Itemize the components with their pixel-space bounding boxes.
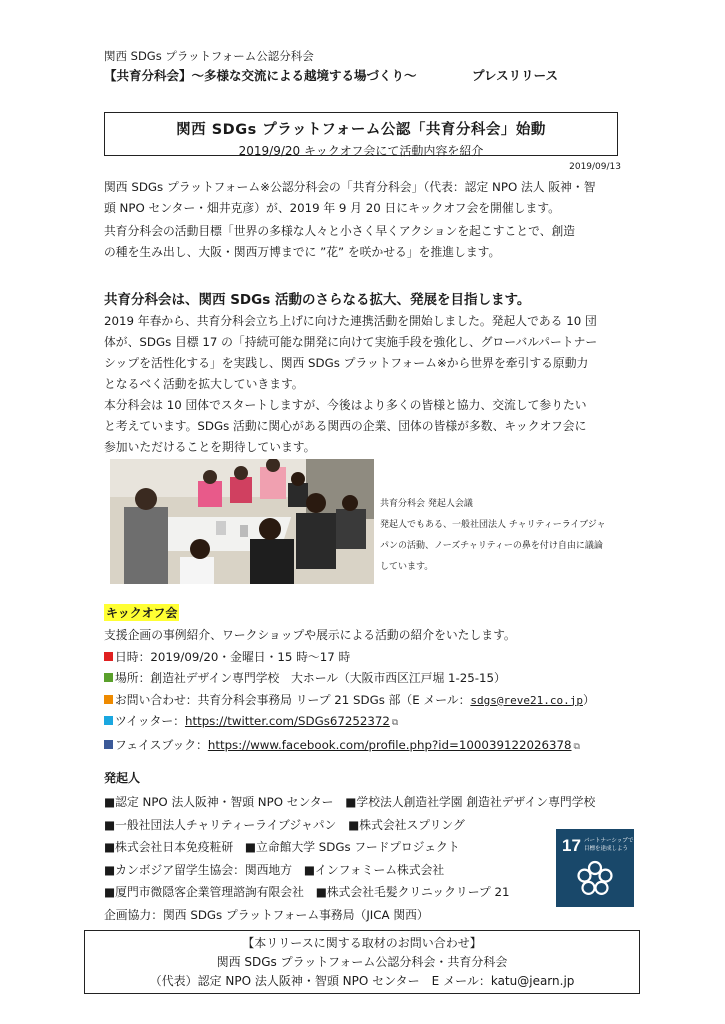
text-line: 2019 年春から、共育分科会立ち上げに向けた連携活動を開始しました。発起人である 10 団 xyxy=(104,314,597,328)
contact-organization: 関西 SDGs プラットフォーム公認分科会・共育分科会 xyxy=(216,955,508,969)
intro-paragraph-1 xyxy=(104,177,620,219)
facebook-link[interactable]: https://www.facebook.com/profile.php?id=100039122026378 xyxy=(207,737,572,752)
twitter-row xyxy=(104,711,634,735)
photo-caption xyxy=(380,494,620,578)
kickoff-place-row xyxy=(104,668,634,690)
contact-label: お問い合わせ：共育分科会事務局 リープ 21 SDGs 部（E メール： xyxy=(115,692,471,707)
contact-heading: 【本リリースに関する取材のお問い合わせ】 xyxy=(242,936,482,950)
cyan-square-icon xyxy=(104,716,113,725)
sdg-17-graphic xyxy=(556,829,634,907)
text-line: 頭 NPO センター・畑井克彦）が、2019 年 9 月 20 日にキックオフ会を開催します。 xyxy=(104,201,560,215)
founders-row: ■カンボジア留学生協会：関西地方 ■インフォミーム株式会社 xyxy=(104,862,445,877)
header-subtitle: 関西 SDGs プラットフォーム公認分科会 xyxy=(104,49,314,63)
contact-representative: （代表）認定 NPO 法人阪神・智頭 NPO センター E メール：katu@jearn.jp xyxy=(149,974,575,988)
kickoff-heading: キックオフ会 xyxy=(106,606,178,620)
kickoff-details xyxy=(104,625,634,758)
press-release-label: プレスリリース xyxy=(472,68,559,83)
orange-square-icon xyxy=(104,695,113,704)
contact-suffix: ） xyxy=(582,692,595,707)
text-line: シップを活性化する」を実践し、関西 SDGs プラットフォーム※から世界を牽引する原動力 xyxy=(104,356,589,370)
kickoff-datetime: 日時：2019/09/20・金曜日・15 時～17 時 xyxy=(115,649,351,664)
text-line: と考えています。SDGs 活動に関心がある関西の企業、団体の皆様が多数、キックオフ会に xyxy=(104,419,587,433)
external-link-icon: ⧉ xyxy=(573,741,580,752)
release-date: 2019/09/13 xyxy=(569,162,621,172)
header-tagline xyxy=(104,66,559,84)
facebook-label: フェイスブック： xyxy=(115,737,208,752)
text-line: の種を生み出し、大阪・関西万博までに ”花” を咲かせる」を推進します。 xyxy=(104,245,501,259)
meeting-photo-illustration xyxy=(110,459,374,584)
section-heading: 共育分科会は、関西 SDGs 活動のさらなる拡大、発展を目指します。 xyxy=(104,292,531,308)
title-box xyxy=(104,112,618,156)
page-title: 関西 SDGs プラットフォーム公認「共育分科会」始動 xyxy=(176,122,546,138)
text-line: となるべく活動を拡大していきます。 xyxy=(104,377,304,391)
founders-row: ■厦門市微隠客企業管理諮詢有限会社 ■株式会社毛髪クリニックリープ 21 xyxy=(104,885,510,899)
meeting-photo xyxy=(110,459,374,584)
text-line: 体が、SDGs 目標 17 の「持続可能な開発に向けて実施手段を強化し、グローバルパートナー xyxy=(104,335,598,349)
text-line: 参加いただけることを期待しています。 xyxy=(104,440,316,454)
green-square-icon xyxy=(104,673,113,682)
sdg-text-line-1: パートナーシップで xyxy=(584,838,634,844)
founders-row: ■株式会社日本免疫粧研 ■立命館大学 SDGs フードプロジェクト xyxy=(104,840,460,854)
external-link-icon: ⧉ xyxy=(391,718,399,728)
red-square-icon xyxy=(104,652,113,661)
planning-cooperation: 企画協力：関西 SDGs プラットフォーム事務局（JICA 関西） xyxy=(104,907,429,922)
kickoff-place: 場所：創造社デザイン専門学校 大ホール（大阪市西区江戸堀 1-25-15） xyxy=(115,671,506,685)
section-paragraph-1 xyxy=(104,311,620,395)
caption-line: 発起人でもある、一般社団法人 チャリティーライブジャ xyxy=(380,520,606,530)
section-paragraph-2 xyxy=(104,395,620,458)
caption-line: パンの活動、ノーズチャリティーの鼻を付け自由に議論 xyxy=(380,541,603,551)
text-line: 関西 SDGs プラットフォーム※公認分科会の「共育分科会」（代表：認定 NPO 法人 阪神・智 xyxy=(104,180,596,194)
kickoff-contact-row xyxy=(104,690,634,712)
press-contact-box xyxy=(84,930,640,994)
twitter-link[interactable]: https://twitter.com/SDGs67252372 xyxy=(184,714,390,728)
sdg-text-line-2: 目標を達成しよう xyxy=(584,846,629,852)
text-line: 本分科会は 10 団体でスタートしますが、今後はより多くの皆様と協力、交流して参りたい xyxy=(104,398,587,412)
sdg-number: 17 xyxy=(562,836,581,855)
founders-heading: 発起人 xyxy=(104,771,141,785)
text-line: 共育分科会の活動目標「世界の多様な人々と小さく早くアクションを起こすことで、創造 xyxy=(104,224,576,238)
twitter-label: ツイッター： xyxy=(115,714,185,728)
header-tagline-text: 【共育分科会】～多様な交流による越境する場づくり～ xyxy=(104,68,417,83)
blue-square-icon xyxy=(104,740,113,749)
page-subtitle: 2019/9/20 キックオフ会にて活動内容を紹介 xyxy=(238,144,484,158)
sdg-17-icon xyxy=(556,829,634,907)
intro-paragraph-2 xyxy=(104,221,620,263)
caption-title: 共育分科会 発起人会議 xyxy=(380,499,473,509)
caption-line: しています。 xyxy=(380,562,434,572)
facebook-row xyxy=(104,735,634,759)
kickoff-description: 支援企画の事例紹介、ワークショップや展示による活動の紹介をいたします。 xyxy=(104,628,516,642)
founders-row: ■認定 NPO 法人阪神・智頭 NPO センター ■学校法人創造社学園 創造社デザイン専門学校 xyxy=(104,795,596,809)
kickoff-datetime-row xyxy=(104,647,634,669)
contact-email-link[interactable]: sdgs@reve21.co.jp xyxy=(470,693,583,707)
founders-row: ■一般社団法人チャリティーライブジャパン ■株式会社スプリング xyxy=(104,817,465,832)
